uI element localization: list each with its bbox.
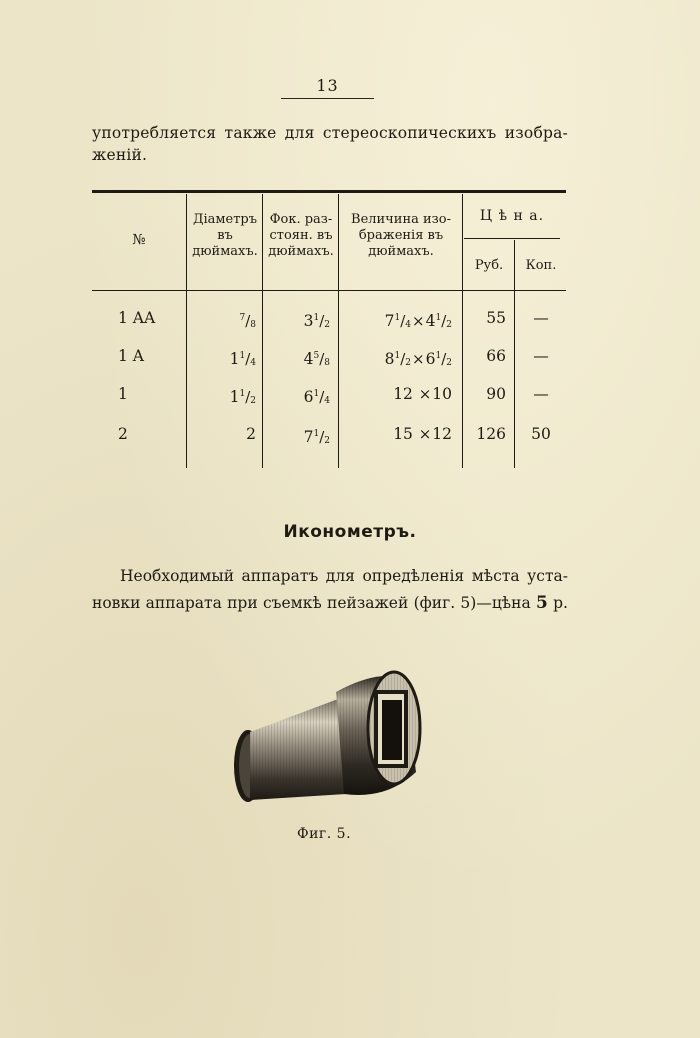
cell-number: 1 A <box>118 347 144 365</box>
intro-line-1: употребляется также для стереоскопическихъ изобра- <box>92 124 568 142</box>
header-size-line-1: Величина изо- <box>351 212 451 227</box>
table-header-rule <box>92 290 566 291</box>
figure-caption: Фиг. 5. <box>296 826 352 842</box>
page-number-rule <box>281 98 374 99</box>
header-size-line-2: браженія въ <box>358 228 444 243</box>
para-line-1: Необходимый аппаратъ для опредѣленія мѣста уста- <box>120 567 568 585</box>
price-unit: р. <box>553 594 568 612</box>
cell-number: 1 AA <box>118 309 156 327</box>
col-divider-2 <box>262 194 263 468</box>
header-focal <box>264 212 338 260</box>
cell-image-size: 15 ×12 <box>393 425 452 443</box>
header-diameter-line-1: Діаметръ <box>192 212 258 227</box>
cell-focal: $3^1/2$ <box>303 312 330 330</box>
cell-kop: — <box>533 347 549 365</box>
col-divider-3 <box>338 194 339 468</box>
cell-rub: 66 <box>486 347 506 365</box>
header-focal-line-1: Фок. раз- <box>269 212 333 227</box>
cell-kop: — <box>533 385 549 403</box>
header-image-size <box>340 212 462 260</box>
para-line-2 <box>92 590 568 617</box>
iconometer-illustration <box>226 668 426 808</box>
cell-number: 1 <box>118 385 128 403</box>
cell-image-size: $7^1/4\times 4^1/2$ <box>384 312 452 330</box>
col-divider-1 <box>186 194 187 468</box>
header-number: № <box>132 232 146 248</box>
cell-number: 2 <box>118 425 128 443</box>
cell-kop: 50 <box>531 425 551 443</box>
cell-focal: $4^5/8$ <box>303 350 330 368</box>
cell-rub: 126 <box>476 425 506 443</box>
section-title: Иконометръ. <box>283 522 417 542</box>
header-diameter <box>188 212 262 260</box>
cell-rub: 55 <box>486 309 506 327</box>
cell-focal: $7^1/2$ <box>303 428 330 446</box>
header-price: Ц ѣ н а. <box>479 208 545 224</box>
header-diameter-line-3: дюймахъ. <box>192 244 258 259</box>
intro-line-2: женій. <box>92 146 148 164</box>
cell-focal: $6^1/4$ <box>303 388 330 406</box>
cell-image-size: 12 ×10 <box>393 385 452 403</box>
para-line-2-text: новки аппарата при съемкѣ пейзажей (фиг. 5)—цѣна <box>92 594 531 612</box>
col-divider-4 <box>462 194 463 468</box>
section-paragraph <box>92 563 568 617</box>
page-number: 13 <box>316 76 339 95</box>
iconometer-figure <box>226 668 426 808</box>
cell-diameter: 2 <box>246 425 256 443</box>
price-subheader-rule <box>464 238 560 239</box>
header-rub: Руб. <box>474 258 504 273</box>
lens-price-table <box>92 190 566 470</box>
cell-rub: 90 <box>486 385 506 403</box>
cell-diameter: $1^1/2$ <box>229 388 256 406</box>
cell-image-size: $8^1/2\times 6^1/2$ <box>384 350 452 368</box>
cell-diameter: $^7$/8 <box>239 312 256 330</box>
header-focal-line-2: стоян. въ <box>269 228 333 243</box>
header-diameter-line-2: въ <box>217 228 233 243</box>
table-top-rule-2 <box>92 192 566 193</box>
cell-kop: — <box>533 309 549 327</box>
header-focal-line-3: дюймахъ. <box>268 244 334 259</box>
cell-diameter: $1^1/4$ <box>229 350 256 368</box>
col-divider-5 <box>514 240 515 468</box>
header-size-line-3: дюймахъ. <box>368 244 434 259</box>
header-kop: Коп. <box>525 258 557 273</box>
intro-paragraph <box>92 122 568 166</box>
price-value: 5 <box>536 593 548 613</box>
